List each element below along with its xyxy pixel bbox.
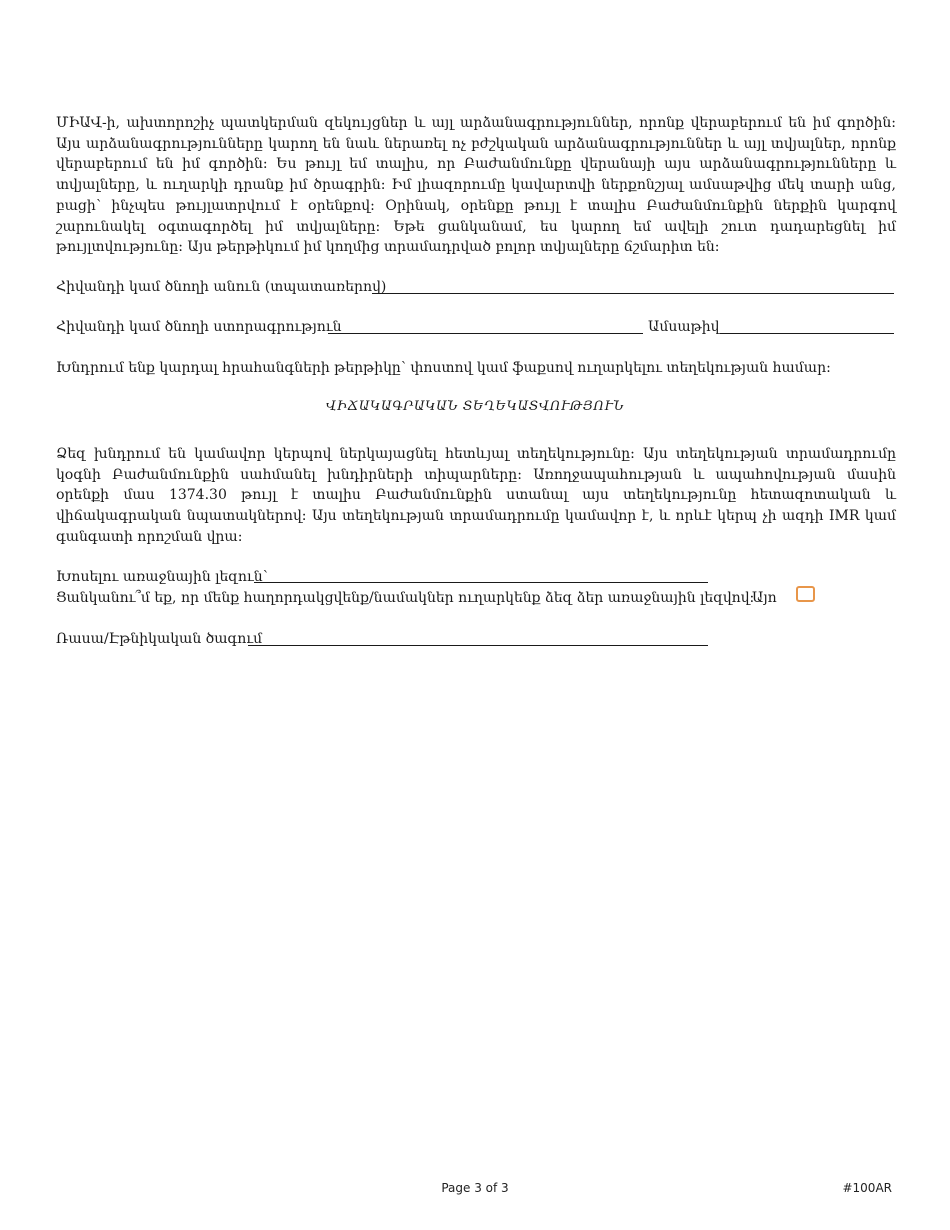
signature-field[interactable] [328, 333, 643, 334]
patient-name-field[interactable] [372, 293, 894, 294]
form-id: #100AR [842, 1181, 892, 1195]
statistics-title: ՎԻՃԱԿԱԳՐԱԿԱՆ ՏԵՂԵԿԱՏՎՈՒԹՅՈՒՆ [325, 399, 625, 414]
date-field[interactable] [720, 333, 894, 334]
page-number: Page 3 of 3 [441, 1181, 509, 1195]
primary-language-field[interactable] [254, 582, 708, 583]
yes-checkbox[interactable] [796, 586, 815, 602]
consent-paragraph: ՄԻԱՎ-ի, ախտորոշիչ պատկերման զեկույցներ և այլ արձանագրություններ, որոնք վերաբերում են իմ գործին: Այս արձանագրությունները կարող են նաև ներառել ոչ բժշկական արձանագրություններ և այլ տվյալներ, որոնք վերաբերում են իմ գործին: Ես թույլ եմ տալիս, որ Բաժանմունքը վերանայի այս արձանագրությունները և տվյալները, և ուղարկի դրանք իմ ծրագրին: Իմ լիազորումը կավարտվի ներքոնշյալ ամսաթվից մեկ տարի անց, բացի՝ ինչպես թույլատրվում է օրենքով: Օրինակ, օրենքը թույլ է տալիս Բաժանմունքին ներքին կարգով շարունակել օգտագործել իմ տվյալները: Եթե ցանկանամ, ես կարող եմ ավելի շուտ դադարեցնել իմ թույլտվությունը: Այս թերթիկում իմ կողմից տրամադրված բոլոր տվյալները ճշմարիտ են: [56, 115, 896, 256]
language-preference-question: Ցանկանու՞մ եք, որ մենք հաղորդակցվենք/նամակներ ուղարկենք ձեզ ձեր առաջնային լեզվով: [56, 590, 755, 606]
ethnicity-label: Ռասա/Էթնիկական ծագում [56, 631, 263, 647]
signature-label: Հիվանդի կամ ծնողի ստորագրություն [56, 319, 342, 335]
ethnicity-field[interactable] [248, 645, 708, 646]
yes-label: Այո [752, 590, 777, 606]
statistics-paragraph: Ձեզ խնդրում են կամավոր կերպով ներկայացնել հետևյալ տեղեկությունը: Այս տեղեկության տրամադրումը կօգնի Բաժանմունքին սահմանել խնդիրների տիպարները: Առողջապահության և ապահովության մասին օրենքի մաս 1374.30 թույլ է տալիս Բաժանմունքին ստանալ այս տեղեկությունը հետազոտական և վիճակագրական նպատակներով: Այս տեղեկության տրամադրումը կամավոր է, և որևէ կերպ չի ազդի IMR կամ գանգատի որոշման վրա: [56, 446, 896, 545]
date-label: Ամսաթիվ [648, 319, 720, 335]
instructions-text: Խնդրում ենք կարդալ հրահանգների թերթիկը՝ փոստով կամ ֆաքսով ուղարկելու տեղեկության համար: [56, 360, 831, 376]
patient-name-label: Հիվանդի կամ ծնողի անուն (տպատառերով) [56, 279, 387, 295]
primary-language-label: Խոսելու առաջնային լեզուն՝ [56, 569, 268, 585]
